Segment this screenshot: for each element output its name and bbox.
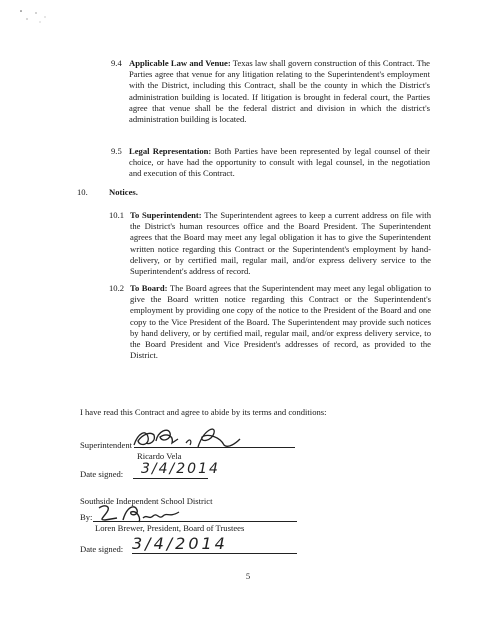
section-body: The Superintendent agrees to keep a current address on file with the District's human resources office and the Board President. The Superintendent agrees that the Board may meet any legal obligation it has to give the Superintendent written notice regarding this Contract or the Superintendent's employment by hand-delivery, or by certified mail, regular mail, and/or express delivery service to the Superintendent's address of record. [130, 210, 431, 277]
section-heading: Legal Representation: [129, 146, 212, 156]
date-line [132, 553, 297, 554]
acknowledgement-text: I have read this Contract and agree to abide by its terms and conditions: [80, 407, 327, 417]
district-name: Southside Independent School District [80, 496, 213, 506]
handwritten-date: 3/4/2014 [141, 461, 220, 477]
page-number: 5 [245, 571, 251, 581]
date-line [133, 478, 208, 479]
section-to-board [130, 283, 431, 361]
superintendent-name: Ricardo Vela [137, 451, 182, 461]
handwritten-date: 3/4/2014 [132, 534, 228, 553]
section-heading: Applicable Law and Venue: [129, 58, 231, 68]
notices-heading: Notices. [109, 187, 138, 197]
superintendent-signature [128, 423, 258, 451]
board-president-signature [95, 502, 185, 524]
section-to-superintendent [130, 210, 431, 277]
notices-number: 10. [77, 187, 88, 197]
date-signed-label: Date signed: [80, 469, 124, 479]
section-body: Texas law shall govern construction of this Contract. The Parties agree that venue for any litigation relating to the Superintendent's employment with the District, including this Contract, shall be the county in which the District's administration building is located. If litigation is brought in federal court, the Parties agree that venue shall be the federal district and division in which the district's administration building is located. [129, 58, 430, 125]
section-body: Both Parties have been represented by legal counsel of their choice, or have had the opportunity to consult with legal counsel, in the negotiation and execution of this Contract. [129, 146, 430, 179]
by-label: By: [80, 512, 93, 522]
section-number: 9.5 [111, 146, 122, 156]
section-number: 9.4 [111, 58, 122, 68]
section-applicable-law [129, 58, 430, 125]
section-heading: To Board: [130, 283, 168, 293]
scan-specks [0, 0, 60, 40]
section-number: 10.2 [109, 283, 125, 293]
section-legal-representation [129, 146, 430, 180]
section-heading: To Superintendent: [130, 210, 202, 220]
date-signed-label: Date signed: [80, 544, 124, 554]
board-signer-name: Loren Brewer, President, Board of Trustees [95, 523, 245, 533]
section-body: The Board agrees that the Superintendent may meet any legal obligation to give the Board written notice regarding this Contract or the Superintendent's employment by providing one copy of the notice to the President of the Board and one copy to the Vice President of the Board. The Superintendent may provide such notices by hand delivery, or by certified mail, regular mail, and/or express delivery service, to the Board President and Vice President's addresses of record, as provided to the District. [130, 283, 431, 361]
superintendent-label: Superintendent [80, 440, 133, 450]
section-number: 10.1 [109, 210, 125, 220]
